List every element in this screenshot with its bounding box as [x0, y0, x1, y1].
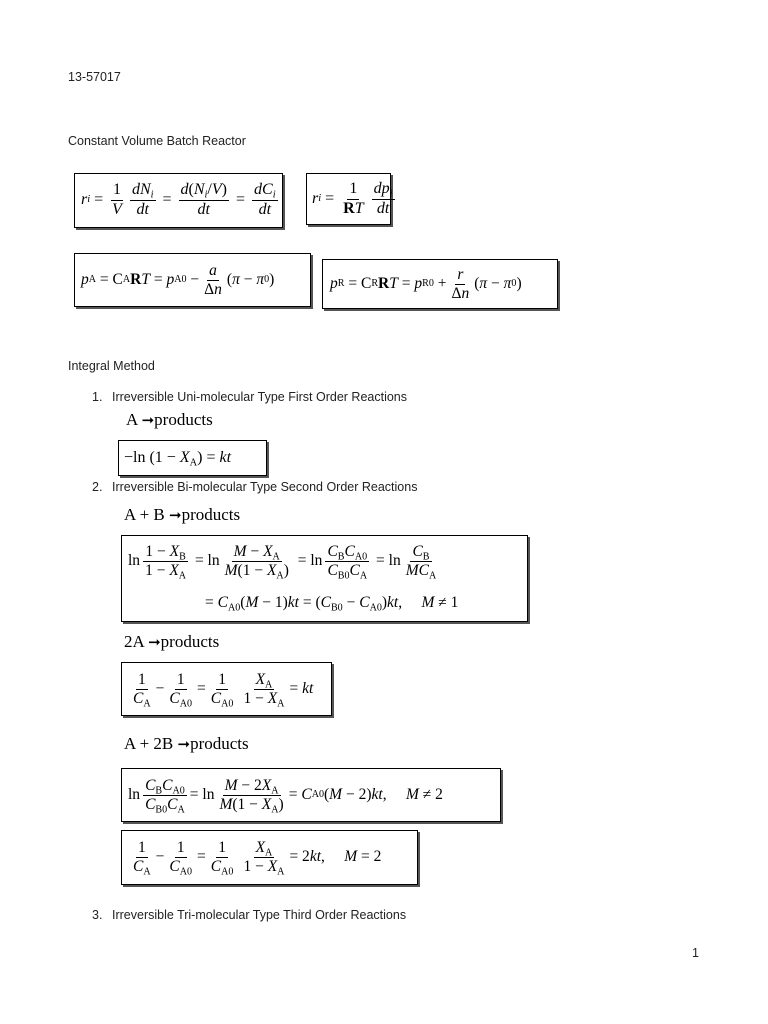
equation-second-order-ab: ln $\frac{1 - X_B}{1 - X_A}$ = ln $\frac{M - X_A}{M(1 - X_A)}$ = ln $\frac{C_BC_{A0}}{C_{B0}C_A}$ = ln $\frac{C_B}{MC_A}$ = $C_{A0}(M - 1)kt = (C_{B0} - C_{A0})kt$, M ≠ 1: [121, 535, 528, 622]
list-item: 1. Irreversible Uni-molecular Type First Order Reactions: [92, 390, 408, 404]
reaction-second-order-ab: A + B ➞products: [124, 505, 241, 524]
list-item: 3. Irreversible Tri-molecular Type Third Order Reactions: [92, 908, 407, 922]
equation-second-order-2a: $\frac{1}{C_A}$ − $\frac{1}{C_{A0}}$ = $\frac{1}{C_{A0}}$ $\frac{X_A}{1 - X_A}$ = kt: [121, 662, 332, 716]
equation-second-order-a2b-m2: $\frac{1}{C_A}$ − $\frac{1}{C_{A0}}$ = $\frac{1}{C_{A0}}$ $\frac{X_A}{1 - X_A}$ = 2 kt , M = 2: [121, 830, 418, 885]
section-integral-method: Integral Method: [68, 359, 155, 373]
list-item: 2. Irreversible Bi-molecular Type Second Order Reactions: [92, 480, 418, 494]
reaction-second-order-2a: 2A ➞products: [124, 632, 220, 651]
reaction-second-order-a2b: A + 2B ➞products: [124, 734, 249, 753]
equation-partial-pressure-a: p A = C A R T = p A0 − $\frac{a}{\Delta n}$ ( π − π 0 ): [74, 253, 311, 307]
equation-second-order-a2b: ln $\frac{C_BC_{A0}}{C_{B0}C_A}$ = ln $\frac{M - 2X_A}{M(1 - X_A)}$ = C A0 ( M − 2) kt , M ≠ 2: [121, 768, 501, 822]
equation-first-order: −ln $(1 - X_A)$ = kt: [118, 440, 267, 476]
equation-partial-pressure-r: p R = C R R T = p R0 + $\frac{r}{\Delta n}$ ( π − π 0 ): [322, 259, 558, 309]
equation-rate-definition: r i = $\frac{1}{V}$ $\frac{dN_i}{dt}$ = $\frac{d(N_i/V)}{dt}$ = $\frac{dC_i}{dt}$: [74, 173, 283, 228]
equation-rate-pressure: r i = $\frac{1}{RT}$ $\frac{dp_i}{dt}$: [306, 173, 391, 225]
section-heading: Constant Volume Batch Reactor: [68, 134, 246, 148]
document-number: 13-57017: [68, 70, 121, 84]
reaction-first-order: A ➞products: [126, 410, 213, 429]
page-number: 1: [692, 946, 699, 960]
